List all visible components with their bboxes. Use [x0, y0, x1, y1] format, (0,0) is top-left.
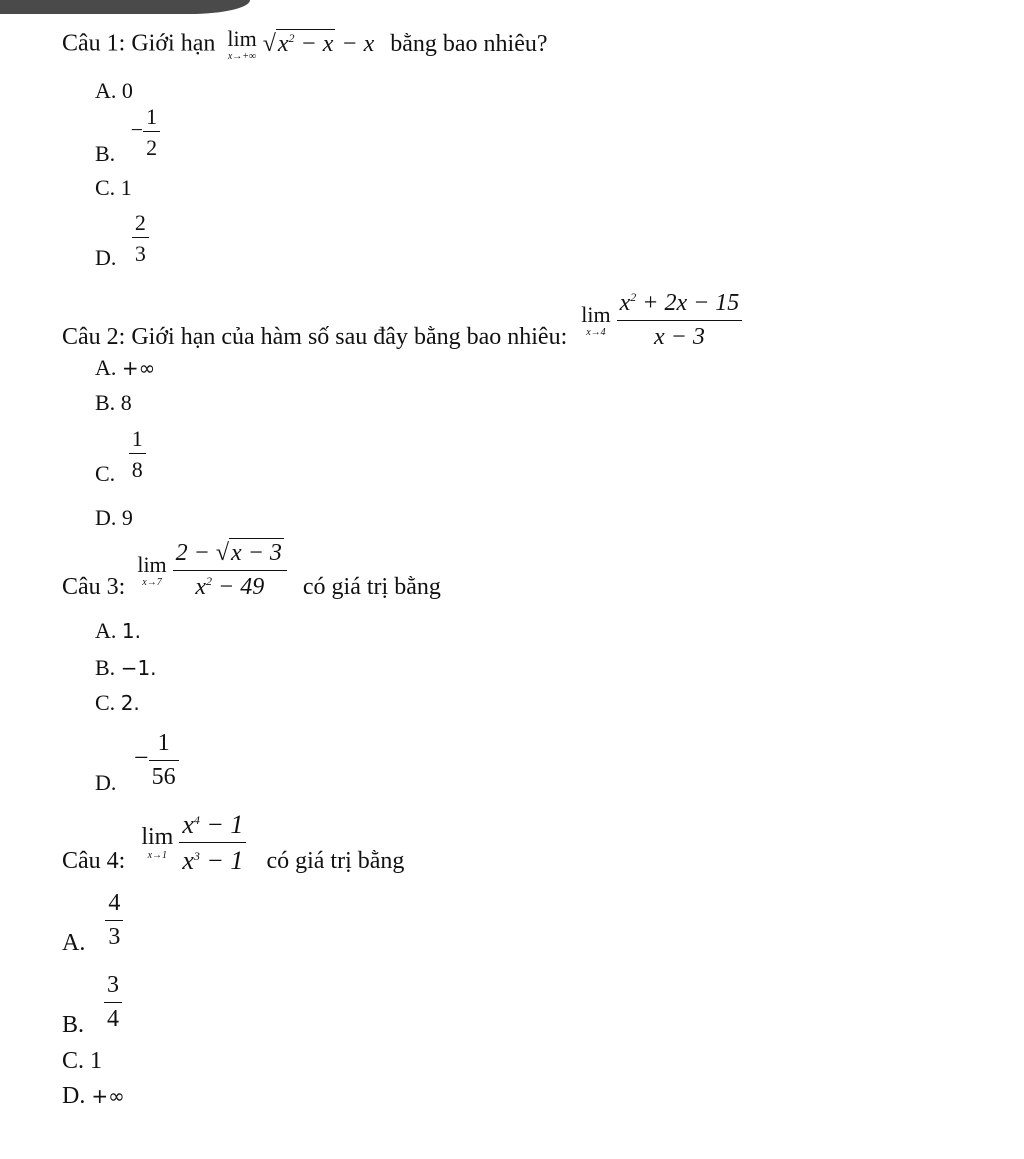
q4-option-d[interactable]: D. +∞ — [62, 1083, 125, 1109]
window-top-edge — [0, 0, 250, 14]
q1-option-b[interactable]: B. − $\frac{1}{2}$ — [95, 104, 160, 167]
q3-option-d[interactable]: D. − $\frac{1}{56}$ — [95, 730, 179, 796]
question-3 — [62, 540, 441, 601]
question-4 — [62, 810, 404, 876]
question-4-label: Câu 4: — [62, 848, 126, 875]
question-2-limit: lim x→4 — [581, 301, 611, 338]
q3-option-a[interactable]: A. 1. — [95, 618, 141, 643]
q1-option-a[interactable]: A. 0 — [95, 78, 133, 103]
q2-option-c-fraction: $\frac{1}{8}$ — [129, 426, 146, 483]
question-2-label: Câu 2: Giới hạn của hàm số sau đây bằng bao nhiêu: — [62, 324, 568, 351]
q2-option-d[interactable]: D. 9 — [95, 505, 133, 530]
question-4-fraction: $\frac{x^4 - 1}{x^3 - 1}$ — [179, 810, 246, 876]
q3-option-b[interactable]: B. −1. — [95, 655, 157, 680]
question-2-fraction: $\frac{x^2 + 2x - 15}{x - 3}$ — [617, 290, 743, 351]
q4-option-c[interactable]: C. 1 — [62, 1048, 103, 1074]
q1-option-d[interactable]: D. $\frac{2}{3}$ — [95, 210, 149, 271]
question-3-limit: lim x→7 — [137, 551, 167, 588]
q4-option-b-fraction: $\frac{3}{4}$ — [104, 972, 122, 1033]
question-1-suffix: bằng bao nhiêu? — [390, 30, 548, 57]
q1-option-d-fraction: $\frac{2}{3}$ — [132, 210, 149, 267]
q4-option-b[interactable]: B. $\frac{3}{4}$ — [62, 972, 122, 1039]
question-4-suffix: có giá trị bằng — [266, 848, 405, 875]
q3-option-c[interactable]: C. 2. — [95, 690, 140, 715]
q2-option-b[interactable]: B. 8 — [95, 390, 132, 415]
q4-option-a-fraction: $\frac{4}{3}$ — [105, 890, 123, 951]
question-1 — [62, 28, 548, 62]
question-3-fraction: $\frac{2 - √x - 3}{x^2 - 49}$ — [173, 540, 287, 601]
q4-option-a[interactable]: A. $\frac{4}{3}$ — [62, 890, 123, 957]
question-1-label: Câu 1: Giới hạn — [62, 30, 216, 57]
q2-option-c[interactable]: C. $\frac{1}{8}$ — [95, 426, 146, 487]
question-3-label: Câu 3: — [62, 574, 126, 601]
q1-option-b-fraction: $\frac{1}{2}$ — [143, 104, 160, 161]
question-1-expression: $√x^2 - x - x$ — [262, 30, 375, 57]
question-2 — [62, 290, 742, 351]
question-4-limit: lim x→1 — [141, 823, 174, 861]
q1-option-c[interactable]: C. 1 — [95, 175, 132, 200]
q2-option-a[interactable]: A. +∞ — [95, 355, 156, 380]
question-1-sqrt: $√x^2 - x$ — [262, 30, 334, 57]
q3-option-d-fraction: $\frac{1}{56}$ — [149, 730, 179, 791]
question-1-limit: lim x→+∞ — [227, 26, 257, 62]
question-3-suffix: có giá trị bằng — [302, 574, 441, 601]
